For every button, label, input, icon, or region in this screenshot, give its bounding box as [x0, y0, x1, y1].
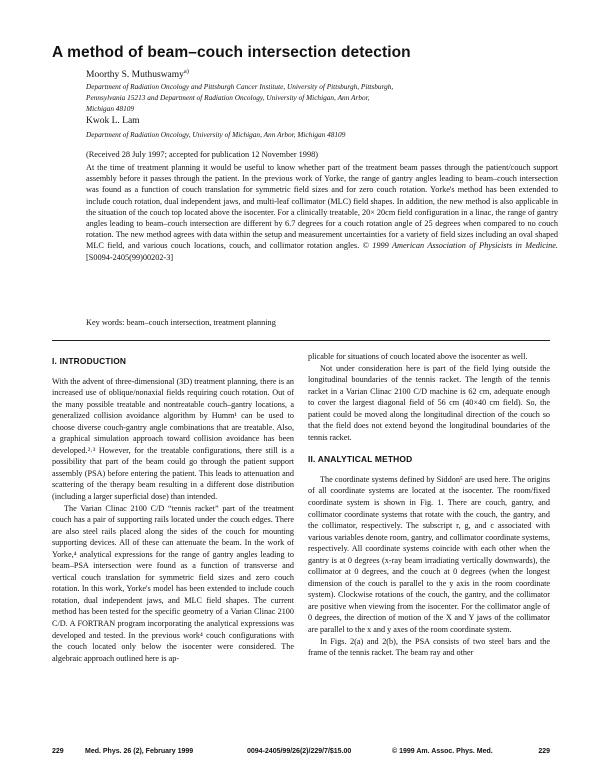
- section-divider: [52, 340, 550, 341]
- author-footnote-marker: a): [183, 68, 189, 75]
- footer-code: 0094-2405/99/26(2)/229/7/$15.00: [247, 748, 352, 755]
- footer-page-number-right: 229: [538, 748, 550, 755]
- article-title: A method of beam–couch intersection detection: [52, 44, 411, 61]
- author-affiliation-2: [86, 129, 556, 140]
- author-affiliation-1: [86, 81, 556, 114]
- abstract: [86, 162, 558, 263]
- footer-journal: Med. Phys. 26 (2), February 1999: [85, 748, 194, 755]
- paragraph: plicable for situations of couch located above the isocenter as well.: [308, 352, 528, 361]
- left-column: [52, 350, 294, 664]
- footer-page-number-left: 229: [52, 748, 64, 755]
- right-column: [308, 351, 550, 659]
- author-name-1: [86, 68, 189, 80]
- paragraph: The Varian Clinac 2100 C/D “tennis racket” part of the treatment couch has a pair of supporting rails located under the couch edges. There are also steel rails placed along the sides of the couch for mounting supporting devices. All of these can attenuate the beam. In the work of Yorke,⁴ analytical expressions for the range of gantry angles leading to beam–PSA intersection were found as a function of transverse and vertical couch translation for symmetric field sizes and zero couch rotation. In this work, Yorke's model has been extended to include couch rotation, dual independent jaws, and MLC field shapes. The current method has been tested for the specific geometry of a Varian Clinac 2100 C/D. A FORTRAN program incorporating the analytical expressions was developed and tested. In the previous work⁴ couch configurations with the couch located only below the isocenter were considered. The algebraic approach outlined here is ap-: [52, 503, 294, 663]
- keywords: Key words: beam–couch intersection, treatment planning: [86, 318, 276, 327]
- paragraph: Not under consideration here is part of the field lying outside the longitudinal boundaries of the tennis racket. The length of the tennis racket in a Varian Clinac 2100 C/D machine is 62 cm, adequate enough to cover the largest diagonal field of 56 cm (40×40 cm field). So, the patient could be moved along the longitudinal direction of the couch so that the field does not extend beyond the longitudinal boundaries of the tennis racket.: [308, 363, 550, 442]
- page-footer: [52, 748, 550, 760]
- affiliation-line: Michigan 48109: [86, 104, 135, 113]
- paragraph: In Figs. 2(a) and 2(b), the PSA consists of two steel bars and the frame of the tennis racket. The beam ray and other: [308, 636, 550, 658]
- received-dates: (Received 28 July 1997; accepted for publication 12 November 1998): [86, 150, 319, 159]
- paragraph: With the advent of three-dimensional (3D) treatment planning, there is an increased use of oblique/nonaxial fields requiring couch rotation. Out of the many possible treatable and nontreatable couch–gantry locations, a generalized collision avoidance algorithm by Humm¹ can be used to choose diverse couch-gantry angle combinations that are treatable. Also, a graphical simulation approach toward collision avoidance has been developed.²˒³ However, for the treatable configurations, there still is a possibility that part of the beam could go through the patient support assembly (PSA) before entering the patient. This leads to attenuation and scattering of the therapy beam resulting in a different dose distribution (including a larger superficial dose) than intended.: [52, 376, 294, 502]
- author-name-2: Kwok L. Lam: [86, 116, 140, 126]
- affiliation-line: Department of Radiation Oncology and Pittsburgh Cancer Institute, University of Pittsburgh, Pittsburgh,: [86, 82, 394, 91]
- abstract-doi: [S0094-2405(99)00202-3]: [86, 252, 174, 262]
- abstract-text: At the time of treatment planning it would be useful to know whether part of the treatment beam passes through the patient/couch support assembly before it passes through the patient. In the previous work of Yorke, the range of gantry angles leading to beam–couch intersection was found as a function of couch translation for symmetric field sizes and for zero couch rotation. Yorke's method has been extended to include couch rotation, dual independent jaws, and multi-leaf collimator (MLC) field shapes. In addition, the new method is also applicable in the situation of the couch top located above the isocenter. For a clinically treatable, 20× 20cm field configuration in a linac, the range of gantry angles leading to beam–couch intersection are different by 6.7 degrees for a couch rotation angle of 25 degrees when compared to no couch rotation. The new method agrees with data within the setup and measurement uncertainties for a variety of field sizes including an oval shaped MLC field, and various couch locations, couch, and collimator rotation angles.: [86, 163, 558, 251]
- section-heading-introduction: I. INTRODUCTION: [52, 356, 127, 366]
- paragraph: The coordinate systems defined by Siddon⁵ are used here. The origins of all coordinate systems are located at the isocenter. The room/fixed coordinate system is shown in Fig. 1. There are couch, gantry, and collimator coordinate systems that rotate with the couch, the gantry, and the collimator, respectively. The subscript r, g, and c associated with various variables denote room, gantry, and collimator coordinate systems, respectively. All coordinate systems coincide with each other when the gantry is at 0 degrees (x-ray beam irradiating vertically downwards), the collimator at 0 degrees, and the couch at 0 degrees (when the longest dimension of the couch is parallel to the y axis in the room coordinate system). Clockwise rotations of the couch, the gantry, and the collimator are positive when viewing from the isocenter. For the collimator angle of 0 degrees, the direction of motion of the X and Y jaws of the collimator are parallel to the x and y axes of the room coordinate system.: [308, 474, 550, 635]
- section-heading-analytical-method: II. ANALYTICAL METHOD: [308, 454, 413, 465]
- affiliation-line: Pennsylvania 15213 and Department of Radiation Oncology, University of Michigan, Ann Arbor,: [86, 93, 370, 102]
- author-name-text-1: Moorthy S. Muthuswamy: [86, 70, 184, 81]
- abstract-copyright: © 1999 American Association of Physicists in Medicine.: [362, 241, 558, 251]
- footer-copyright: © 1999 Am. Assoc. Phys. Med.: [392, 748, 493, 755]
- affiliation-line: Department of Radiation Oncology, University of Michigan, Ann Arbor, Michigan 48109: [86, 130, 346, 139]
